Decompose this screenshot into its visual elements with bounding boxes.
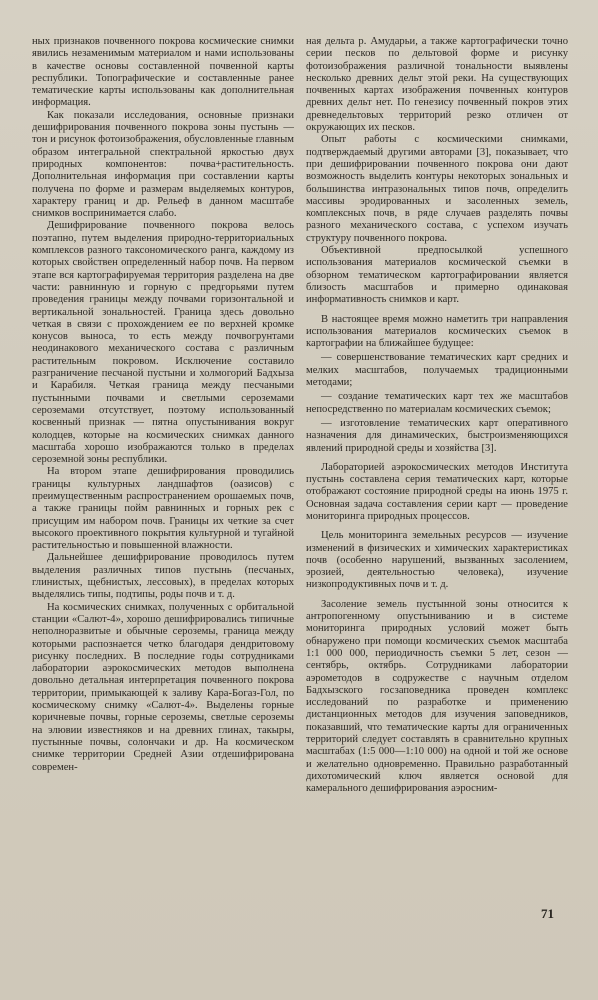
- text-columns: [32, 36, 580, 956]
- paragraph: Цель мониторинга земельных ресурсов — изучение изменений в физических и химических характеристиках почв (особенно нарушений, вызванных засолением, эрозией, деятельностью человека), изучение низкопродуктивных почв и т. д.: [306, 530, 568, 591]
- right-column: [306, 36, 568, 956]
- paragraph: На втором этапе дешифрирования проводились границы культурных ландшафтов (оазисов) с преимущественным распространением орошаемых почв, а также границы пойм равнинных и горных рек с присущим им набором почв. Границы их четкие за счет высокого проективного покрытия культурной и тугайной растительностью и повышенной влажности.: [32, 466, 294, 552]
- paragraph: Лабораторией аэрокосмических методов Института пустынь составлена серия тематических карт, которые отображают состояние природной среды на июнь 1975 г. Основная задача составления серии карт — проведение мониторинга природных процессов.: [306, 461, 568, 522]
- paragraph: — изготовление тематических карт оперативного назначения для динамических, быстроизменяющихся явлений природной среды и хозяйства [3].: [306, 417, 568, 454]
- paragraph: Дальнейшее дешифрирование проводилось путем выделения различных типов пустынь (песчаных, глинистых, щебнистых, лессовых), в пределах которых выделялись типы, подтипы, роды почв и т. д.: [32, 552, 294, 601]
- paragraph: Дешифрирование почвенного покрова велось поэтапно, путем выделения природно-территориальных комплексов разного таксономического ранга, каждому из которых свойствен определенный набор почв. На первом этапе вся картографируемая территория разделена на две части: равнинную и горную с предгорьями путем проведения границы между почвами горизонтальной и вертикальной зональностей. Граница здесь довольно четкая в связи с прохождением ее по верхней кромке конусов выноса, то есть между почвогрунтами неодинакового механического состава с различным растительным покровом. Исключение составило разграничение песчаной пустыни и холмогорий Бадхыза и Карабиля. Четкая граница между песчаными пустынными почвами и светлыми сероземами сероземами отсутствует, поэтому использованный косвенный признак — пятна опустынивания вокруг колодцев, которые на космических снимках данного масштаба хорошо изображаются только в пределах сероземной зоны республики.: [32, 220, 294, 466]
- paragraph: На космических снимках, полученных с орбитальной станции «Салют-4», хорошо дешифрировались типичные неполноразвитые и обычные сероземы, граница между которыми распознается четко благодаря дендритовому рисунку последних. В последние годы сотрудниками лаборатории аэрокосмических методов выполнена довольно детальная интерпретация почвенного покрова территории, примыкающей к заливу Кара-Богаз-Гол, по космическому снимку «Салют-4». Выделены горные коричневые почвы, горные сероземы, светлые сероземы на элювии известняков и на древних глинах, такыры, пустынные почвы, солончаки и др. На космическом снимке территории Средней Азии отдешифрирована современ-: [32, 601, 294, 773]
- paragraph: ных признаков почвенного покрова космические снимки явились незаменимым материалом и нами использованы в качестве основы составленной почвенной карты республики. Топографические и составленные ранее тематические карты использованы как дополнительная информация.: [32, 36, 294, 109]
- paragraph: — совершенствование тематических карт средних и мелких масштабов, получаемых традиционными методами;: [306, 352, 568, 389]
- paragraph: Опыт работы с космическими снимками, подтверждаемый другими авторами [3], показывает, что при дешифрировании почвенного покрова они дают возможность выделить контуры некоторых зональных и большинства интразональных типов почв, определить массивы эродированных и засоленных земель, комплексных почв, в ряде случаев разделять почвы разного механического состава, с успехом изучать структуру почвенного покрова.: [306, 134, 568, 244]
- paragraph: Объективной предпосылкой успешного использования материалов космической съемки в обзорном тематическом картографировании является близость масштабов и примерно одинаковая информативность снимков и карт.: [306, 245, 568, 306]
- paragraph: — создание тематических карт тех же масштабов непосредственно по материалам космических съемок;: [306, 391, 568, 415]
- paragraph: В настоящее время можно наметить три направления использования материалов космических съемок в картографии на ближайшее будущее:: [306, 313, 568, 350]
- page-number: 71: [541, 906, 554, 921]
- paragraph: Засоление земель пустынной зоны относится к антропогенному опустыниванию и в системе мониторинга природных условий может быть обнаружено при помощи космических съемок масштаба 1:1 000 000, периодичность съемки 5 лет, сезон — сентябрь, октябрь. Сотрудниками лаборатории аэрометодов в содружестве с научным отделом Бадхызского госзаповедника проведен комплекс исследований по разработке и применению дистанционных методов для изучения заповедников, показавший, что тематические карты для ограниченных территорий следует составлять в сравнительно крупных масштабах (1:5 000—1:10 000) на одной и той же основе и желательно одновременно. Правильно разработанный дихотомический ключ является основой для камерального дешифрирования аэросним-: [306, 598, 568, 795]
- paragraph: Как показали исследования, основные признаки дешифрирования почвенного покрова зоны пустынь — тон и рисунок фотоизображения, обусловленные главным образом интегральной спектральной яркостью двух природных компонентов: почва+растительность. Дополнительная информация при составлении карты получена по форме и размерам выделяемых контуров, характеру границ и др. Рельеф в данном масштабе снимков воспринимается слабо.: [32, 109, 294, 220]
- paragraph: ная дельта р. Амударьи, а также картографически точно серии песков по дельтовой форме и рисунку фотоизображения различной тональности выявлены несколько древних дельт этой реки. На существующих почвенных картах изображения почвенных контуров древних дельт нет. По генезису почвенный покров этих древнедельтовых территорий резко отличен от окружающих их песков.: [306, 36, 568, 134]
- left-column: [32, 36, 294, 956]
